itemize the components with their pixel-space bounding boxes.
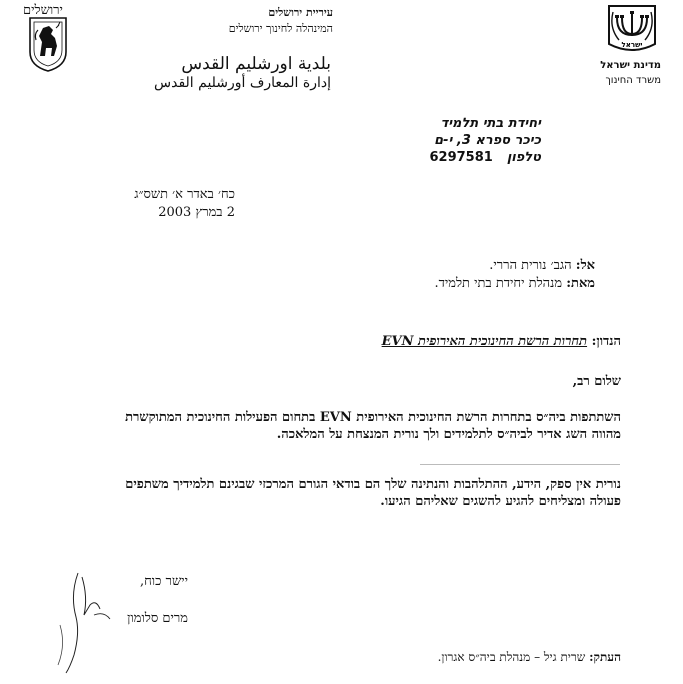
closing-thanks: יישר כוח, — [139, 574, 188, 589]
to-label: אל: — [575, 258, 595, 273]
subject-text: תחרות הרשת החינוכית האירופית EVN — [381, 334, 588, 349]
phone-number: 6297581 — [429, 150, 493, 165]
unit-address: כיכר ספרא 3, י-ם — [434, 133, 541, 148]
scan-artifact-line — [420, 464, 620, 465]
signer-name: מרים סלומון — [127, 611, 188, 626]
state-name: מדינת ישראל — [600, 60, 661, 71]
jerusalem-emblem — [8, 2, 78, 82]
municipality-name-arabic: بلدية اورشليم القدس — [181, 54, 331, 74]
from-line — [434, 275, 595, 291]
municipality-name: עיריית ירושלים — [268, 6, 333, 19]
gregorian-date: 2 במרץ 2003 — [158, 205, 235, 220]
unit-name: יחידת בתי תלמיד — [440, 116, 541, 131]
to-line — [489, 257, 595, 273]
from-label: מאת: — [566, 276, 595, 291]
to-recipient: הגב׳ נורית הררי. — [489, 258, 572, 273]
cc-text: שרית גיל – מנהלת ביה״ס אגרון. — [437, 650, 586, 664]
phone-label: טלפון — [506, 150, 541, 165]
body-paragraph-1: השתתפות ביה״ס בתחרות הרשת החינוכית האירופית EVN בתחום הפעילות החינוכית המתוקשרת מהווה השג אדיר לביה״ס לתלמידים ולך נורית המנצחת על המלאכה. — [125, 410, 621, 442]
emblem-text: ישראל — [621, 41, 643, 49]
body-paragraph-2: נורית אין ספק, הידע, ההתלהבות והנתינה שלך הם בודאי הגורם המרכזי שבגינם תלמידיך משתפים פעולה ומצליחים להגיע להשגים שאליהם הגיעו. — [125, 477, 621, 509]
from-sender: מנהלת יחידת בתי תלמיד. — [434, 276, 563, 291]
jerusalem-lion-icon — [28, 16, 68, 72]
subject-label: הנדון: — [591, 334, 621, 349]
education-admin-name: המינהלה לחינוך ירושלים — [228, 22, 333, 35]
subject-line — [382, 333, 621, 349]
jerusalem-word: ירושלים — [23, 3, 63, 18]
cc-label: העתק: — [589, 650, 621, 664]
education-admin-name-arabic: إدارة المعارف أورشليم القدس — [154, 75, 331, 91]
hebrew-date: כח׳ באדר א׳ תשס״ג — [134, 187, 235, 202]
cc-line — [438, 650, 621, 665]
state-emblem-icon — [605, 4, 659, 56]
greeting: שלום רב, — [572, 374, 621, 389]
unit-phone-line — [430, 150, 542, 165]
ministry-name: משרד החינוך — [605, 75, 661, 86]
